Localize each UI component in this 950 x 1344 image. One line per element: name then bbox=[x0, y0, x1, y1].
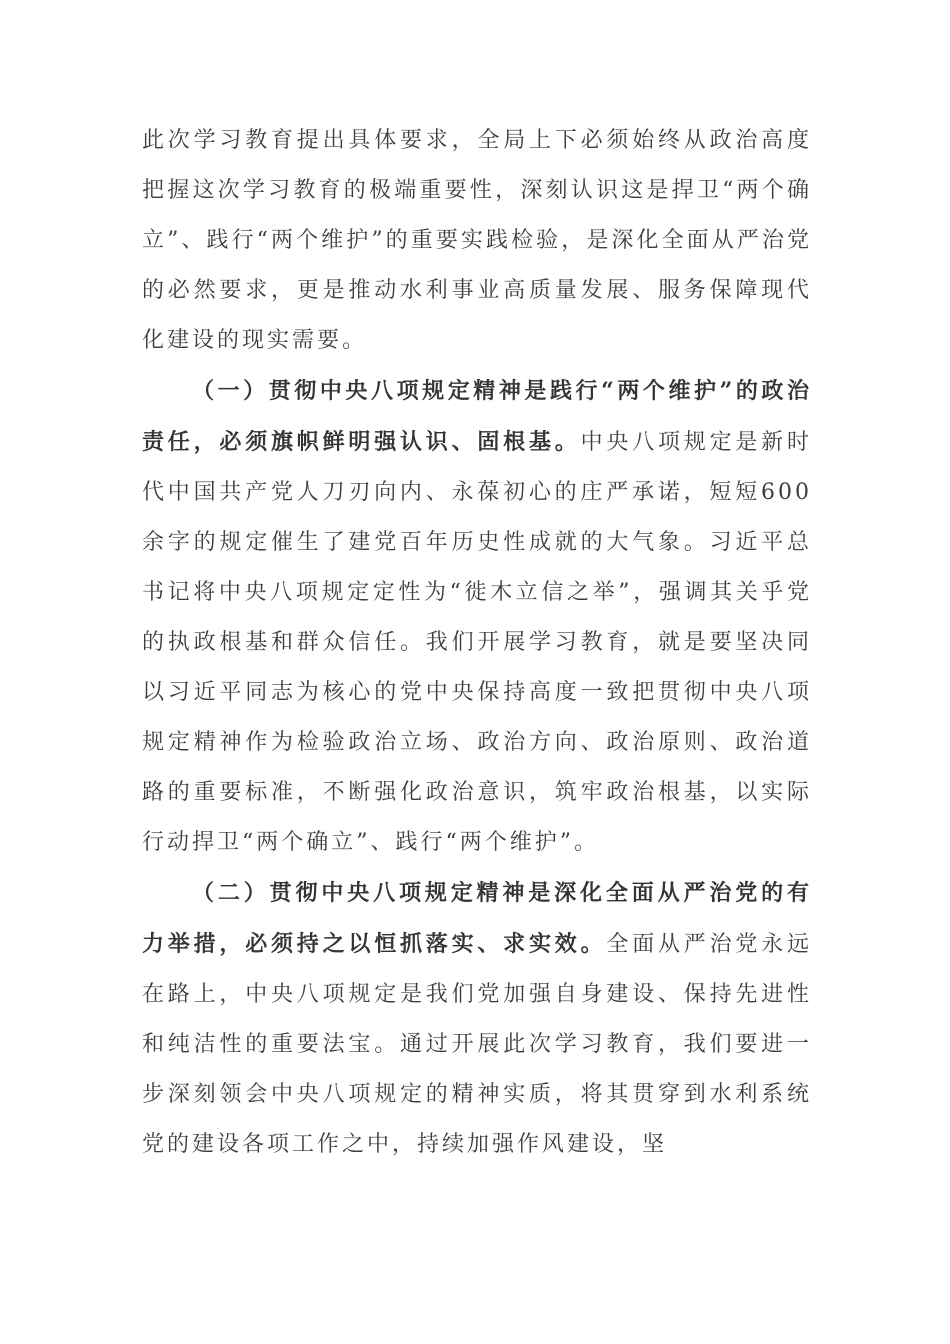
document-body bbox=[142, 116, 812, 1170]
section-one-heading-text: （一）贯彻中央八项规定精神是践行“两个维护”的政治责任，必须旗帜鲜明强认识、固根基。 bbox=[142, 378, 812, 455]
section-two-heading-text: （二）贯彻中央八项规定精神是深化全面从严治党的有力举措，必须持之以恒抓落实、求实效。 bbox=[142, 880, 812, 957]
body-text: 此次学习教育提出具体要求，全局上下必须始终从政治高度把握这次学习教育的极端重要性，深刻认识这是捍卫“两个确立”、践行“两个维护”的重要实践检验，是深化全面从严治党的必然要求，更是推动水利事业高质量发展、服务保障现代化建设的现实需要。 bbox=[142, 128, 812, 353]
body-text: 全面从严治党永远在路上，中央八项规定是我们党加强自身建设、保持先进性和纯洁性的重要法宝。通过开展此次学习教育，我们要进一步深刻领会中央八项规定的精神实质，将其贯穿到水利系统党的建设各项工作之中，持续加强作风建设，坚 bbox=[142, 932, 812, 1157]
paragraph-section-two bbox=[142, 868, 812, 1170]
body-text: 中央八项规定是新时代中国共产党人刀刃向内、永葆初心的庄严承诺，短短600余字的规定催生了建党百年历史性成就的大气象。习近平总书记将中央八项规定定性为“徙木立信之举”，强调其关乎党的执政根基和群众信任。我们开展学习教育，就是要坚决同以习近平同志为核心的党中央保持高度一致把贯彻中央八项规定精神作为检验政治立场、政治方向、政治原则、政治道路的重要标准，不断强化政治意识，筑牢政治根基，以实际行动捍卫“两个确立”、践行“两个维护”。 bbox=[142, 430, 812, 855]
paragraph-section-one bbox=[142, 366, 812, 868]
paragraph-continuation bbox=[142, 116, 812, 366]
